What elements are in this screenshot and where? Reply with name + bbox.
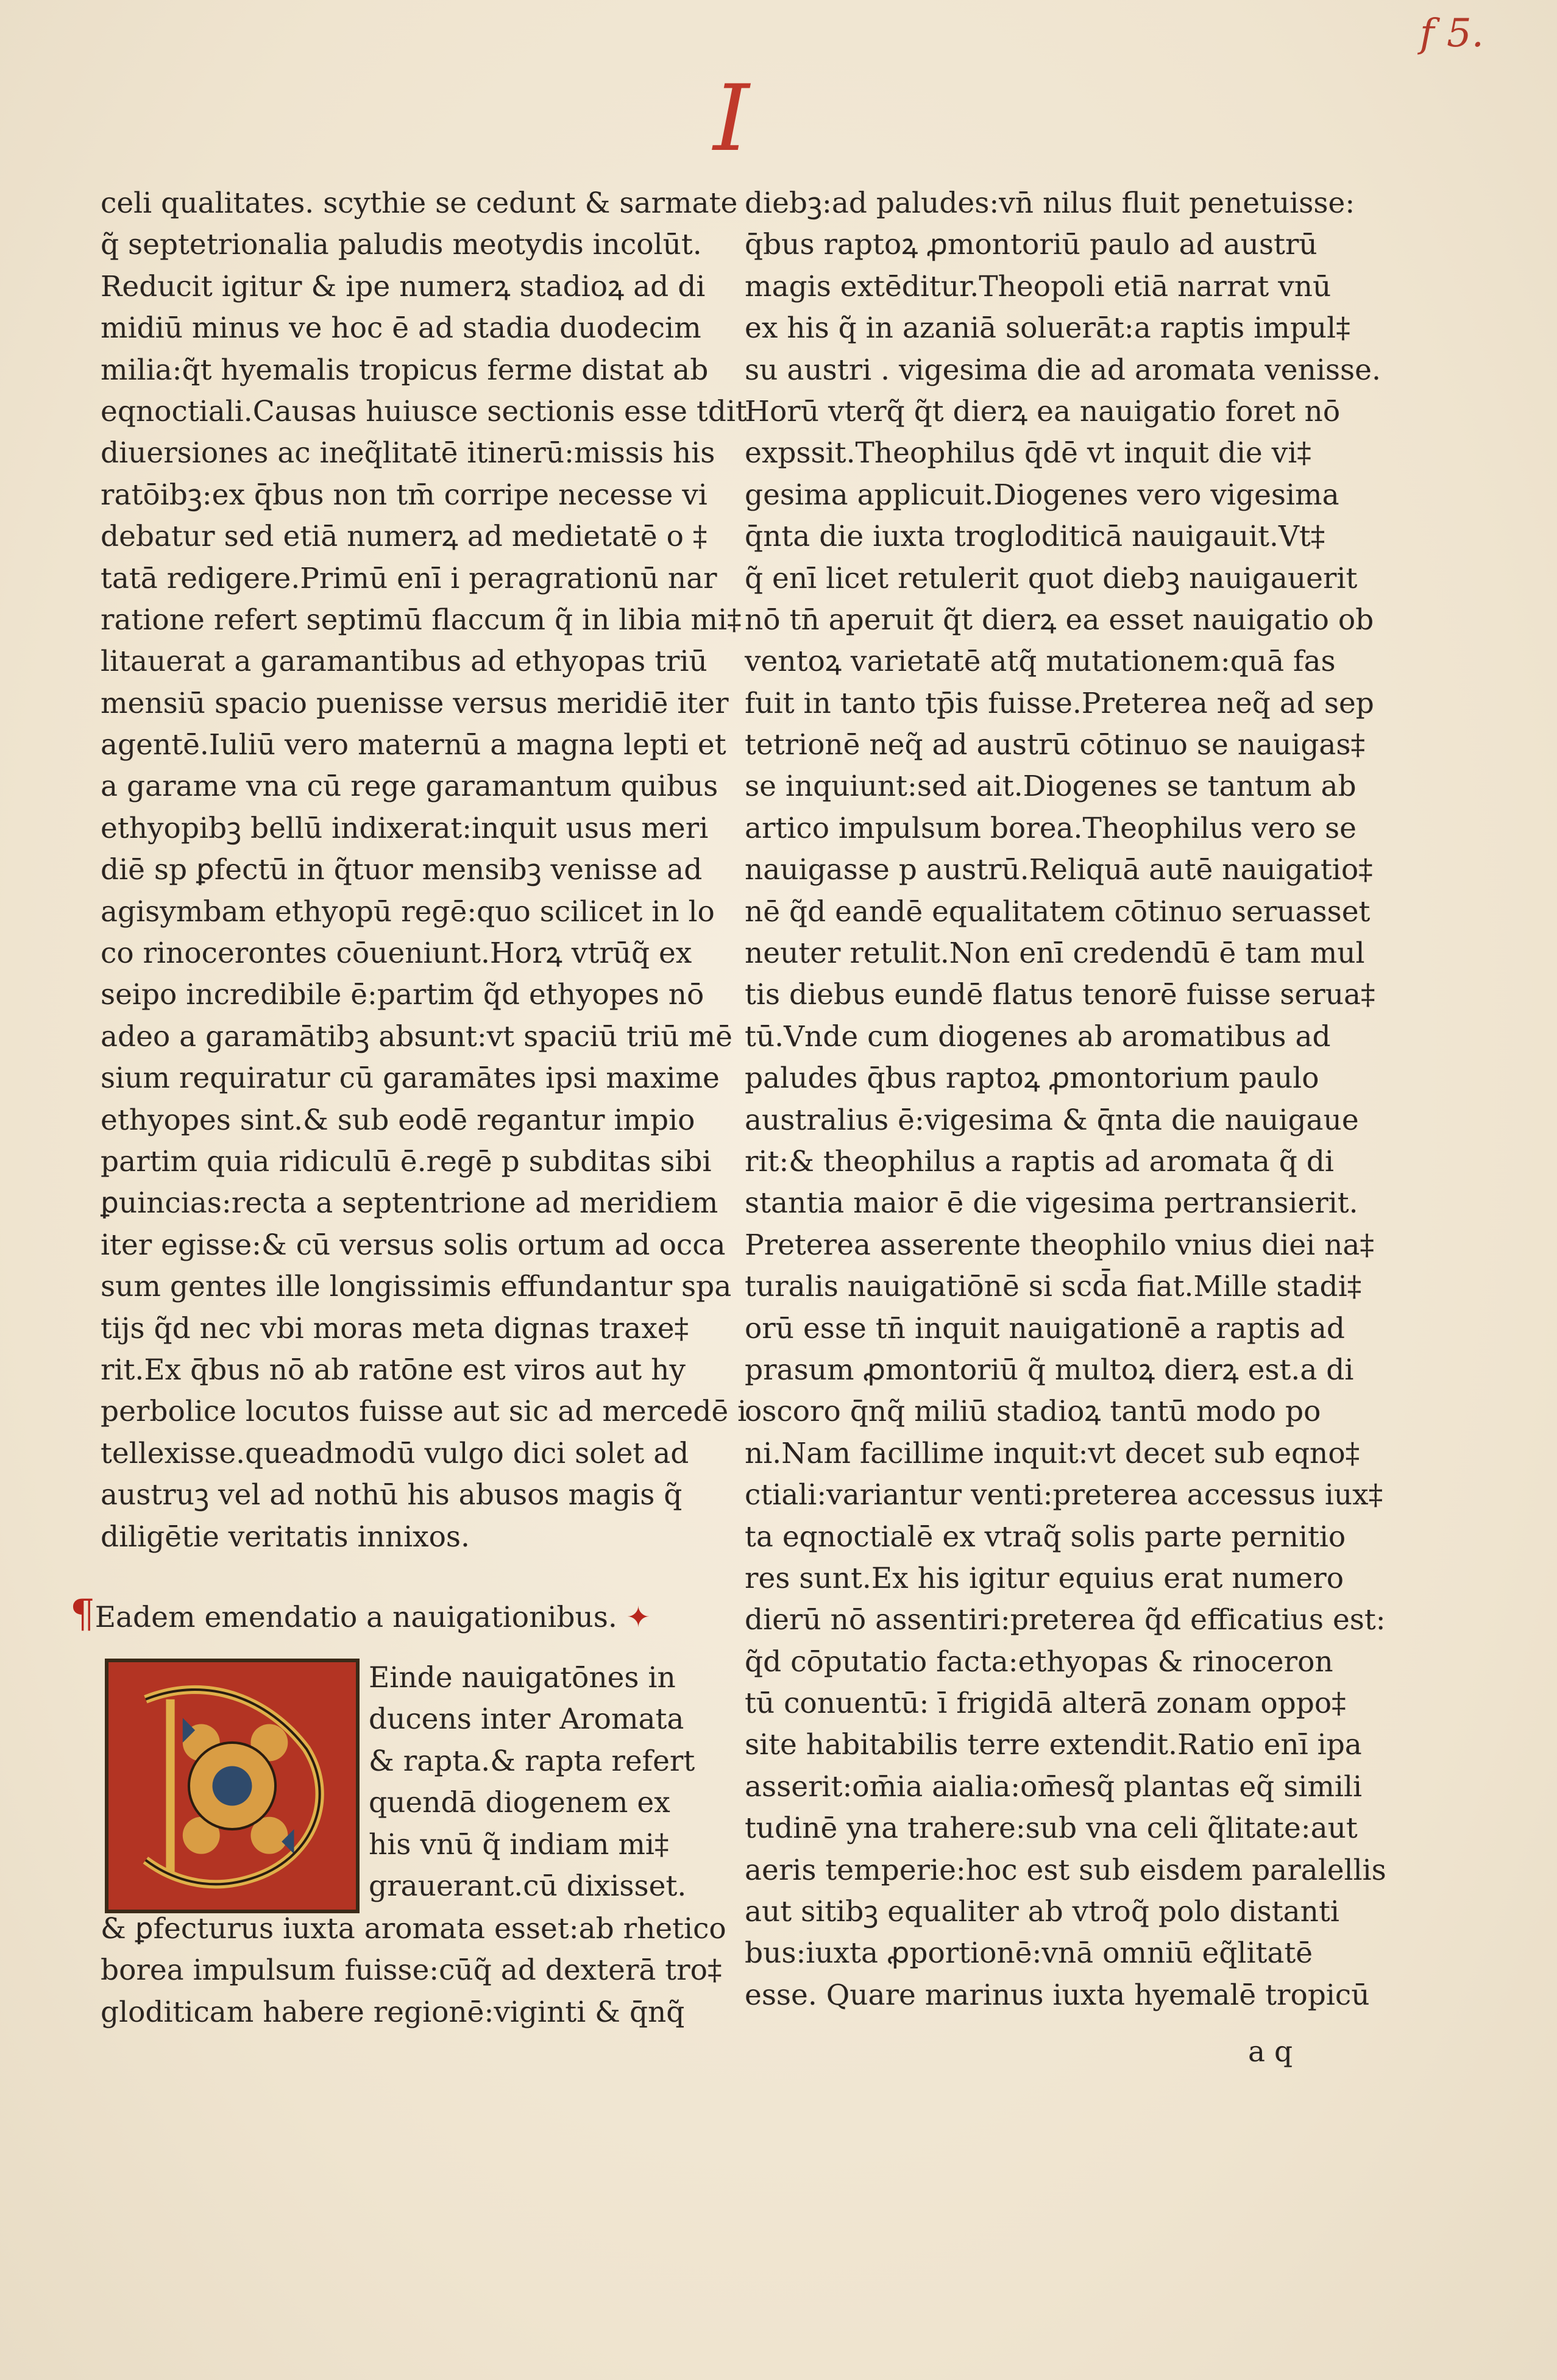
text-line: tudinē yna trahere:sub vna celi q̃litate:aut — [745, 1812, 1358, 1846]
text-line: rit:& theophilus a raptis ad aromata q̃ di — [745, 1144, 1334, 1178]
text-line: site habitabilis terre extendit.Ratio enī ipa — [745, 1728, 1362, 1762]
text-line: su austri . vigesima die ad aromata venisse. — [745, 353, 1381, 387]
text-line: sium requiratur cū garamātes ipsi maxime — [101, 1061, 720, 1096]
text-line: Einde nauigatōnes in — [369, 1661, 676, 1695]
text-line: diuersiones ac ineq̃litatē itinerū:missis his — [101, 436, 715, 470]
text-line: paludes q̄bus raptoꝝ ꝓmontorium paulo — [745, 1061, 1319, 1096]
text-line: mensiū spacio puenisse versus meridiē iter — [101, 686, 729, 720]
corner-note: f 5. — [1419, 11, 1484, 56]
text-line: celi qualitates. scythie se cedunt & sarmate — [101, 186, 738, 220]
text-line: perbolice locutos fuisse aut sic ad mercedē i — [101, 1395, 747, 1429]
right-column — [745, 183, 1386, 2016]
text-line: nē q̃d eandē equalitatem cōtinuo seruasset — [745, 894, 1371, 929]
section-heading — [70, 1593, 650, 1638]
section-heading-text: Eadem emendatio a nauigationibus. — [94, 1601, 617, 1634]
text-line: iter egisse:& cū versus solis ortum ad occa — [101, 1228, 726, 1262]
text-line: quendā diogenem ex — [369, 1786, 670, 1820]
text-line: aeris temperie:hoc est sub eisdem paralellis — [745, 1853, 1386, 1887]
text-line: esse. Quare marinus iuxta hyemalē tropicū — [745, 1978, 1370, 2012]
catchword: a q — [1248, 2035, 1293, 2069]
after-initial-text — [101, 1908, 726, 2033]
folio-letter: I — [713, 66, 750, 172]
text-line: nō tn̄ aperuit q̃t dierꝝ ea esset nauigatio ob — [745, 603, 1374, 637]
text-line: debatur sed etiā numerꝝ ad medietatē o ‡ — [101, 520, 708, 554]
text-line: partim quia ridiculū ē.regē p subditas sibi — [101, 1144, 712, 1178]
initial-ornament-icon — [108, 1662, 356, 1910]
text-line: turalis nauigatiōnē si scd̄a fiat.Mille stadi‡ — [745, 1270, 1362, 1304]
text-line: grauerant.cū dixisset. — [369, 1869, 687, 1903]
text-line: gesima applicuit.Diogenes vero vigesima — [745, 478, 1339, 512]
text-line: stantia maior ē die vigesima pertransierit. — [745, 1186, 1358, 1220]
text-line: tū conuentū: ī frigidā alterā zonam oppo‡ — [745, 1687, 1346, 1721]
text-line: ratione refert septimū flaccum q̃ in libia mi‡ — [101, 603, 742, 637]
text-line: a garame vna cū rege garamantum quibus — [101, 770, 718, 804]
text-line: neuter retulit.Non enī credendū ē tam mul — [745, 937, 1365, 971]
text-line: midiū minus ve hoc ē ad stadia duodecim — [101, 311, 701, 345]
rubric-mark-icon: ✦ — [617, 1601, 651, 1634]
text-line: his vnū q̃ indiam mi‡ — [369, 1827, 669, 1861]
text-line: australius ē:vigesima & q̄nta die nauigaue — [745, 1103, 1359, 1137]
text-line: tetrionē neq̃ ad austrū cōtinuo se nauigas‡ — [745, 728, 1366, 762]
text-line: ratōibꝫ:ex q̄bus non tm̄ corripe necesse vi — [101, 478, 708, 512]
text-line: & rapta.& rapta refert — [369, 1744, 695, 1778]
text-line: ctiali:variantur venti:preterea accessus iux‡ — [745, 1478, 1383, 1512]
text-line: aut sitibꝫ equaliter ab vtroq̃ polo distanti — [745, 1895, 1339, 1929]
text-line: prasum ꝓmontoriū q̃ multoꝝ dierꝝ est.a di — [745, 1353, 1354, 1387]
illuminated-initial-d-icon — [105, 1659, 360, 1913]
text-line: rit.Ex q̄bus nō ab ratōne est viros aut hy — [101, 1353, 686, 1387]
text-line: agisymbam ethyopū regē:quo scilicet in lo — [101, 894, 715, 929]
text-line: ni.Nam facillime inquit:vt decet sub eqno‡ — [745, 1436, 1360, 1470]
text-line: diebꝫ:ad paludes:vn̄ nilus fluit penetuisse: — [745, 186, 1355, 220]
text-line: austruꝫ vel ad nothū his abusos magis q̃ — [101, 1478, 683, 1512]
text-line: dierū nō assentiri:preterea q̃d efficatius est: — [745, 1603, 1386, 1637]
text-line: tis diebus eundē flatus tenorē fuisse serua‡ — [745, 978, 1375, 1012]
text-line: ta eqnoctialē ex vtraq̃ solis parte pernitio — [745, 1520, 1346, 1554]
text-line: & ꝑfecturus iuxta aromata esset:ab rhetico — [101, 1912, 726, 1946]
text-line: Horū vterq̃ q̃t dierꝝ ea nauigatio foret nō — [745, 394, 1341, 428]
text-line: sum gentes ille longissimis effundantur spa — [101, 1270, 732, 1304]
text-line: eqnoctiali.Causas huiusce sectionis esse tdit — [101, 394, 747, 428]
text-line: q̃d cōputatio facta:ethyopas & rinoceron — [745, 1645, 1333, 1679]
text-line: diē sp ꝑfectū in q̃tuor mensibꝫ venisse ad — [101, 853, 703, 887]
text-line: seipo incredibile ē:partim q̃d ethyopes nō — [101, 978, 704, 1012]
text-line: ex his q̃ in azaniā soluerāt:a raptis impul‡ — [745, 311, 1350, 345]
text-line: magis extēditur.Theopoli etiā narrat vnū — [745, 269, 1332, 303]
text-line: res sunt.Ex his igitur equius erat numero — [745, 1561, 1344, 1595]
text-line: tū.Vnde cum diogenes ab aromatibus ad — [745, 1019, 1331, 1054]
text-line: co rinocerontes cōueniunt.Horꝝ vtrūq̃ ex — [101, 937, 692, 971]
text-line: ethyopibꝫ bellū indixerat:inquit usus meri — [101, 811, 709, 845]
text-line: bus:iuxta ꝓportionē:vnā omniū eq̃litatē — [745, 1936, 1313, 1971]
text-line: ducens inter Aromata — [369, 1702, 684, 1737]
text-line: asserit:om̄ia aialia:om̄esq̃ plantas eq̃ simili — [745, 1769, 1363, 1804]
text-line: Preterea asserente theophilo vnius diei na‡ — [745, 1228, 1374, 1262]
text-line: orū esse tn̄ inquit nauigationē a raptis ad — [745, 1311, 1345, 1345]
text-line: fuit in tanto tp̄is fuisse.Preterea neq̃ ad sep — [745, 686, 1374, 720]
text-line: adeo a garamātibꝫ absunt:vt spaciū triū mē — [101, 1019, 732, 1054]
text-line: gloditicam habere regionē:viginti & q̄nq̃ — [101, 1995, 685, 2029]
text-line: tijs q̃d nec vbi moras meta dignas traxe‡ — [101, 1311, 689, 1345]
text-line: tatā redigere.Primū enī i peragrationū nar — [101, 561, 717, 595]
text-line: artico impulsum borea.Theophilus vero se — [745, 811, 1357, 845]
text-line: expssit.Theophilus q̄dē vt inquit die vi‡ — [745, 436, 1311, 470]
text-line: q̄nta die iuxta trogloditicā nauigauit.Vt‡ — [745, 520, 1325, 554]
text-line: litauerat a garamantibus ad ethyopas triū — [101, 645, 708, 679]
text-line: tellexisse.queadmodū vulgo dici solet ad — [101, 1436, 689, 1470]
left-column — [101, 183, 747, 1558]
text-line: agentē.Iuliū vero maternū a magna lepti et — [101, 728, 726, 762]
text-line: oscoro q̄nq̃ miliū stadioꝝ tantū modo po — [745, 1395, 1321, 1429]
text-line: Reducit igitur & ipe numerꝝ stadioꝝ ad di — [101, 269, 706, 303]
text-line: borea impulsum fuisse:cūq̃ ad dexterā tro‡ — [101, 1953, 722, 1988]
initial-side-text — [369, 1657, 695, 1907]
text-line: nauigasse p austrū.Reliquā autē nauigatio‡ — [745, 853, 1373, 887]
text-line: milia:q̃t hyemalis tropicus ferme distat ab — [101, 353, 709, 387]
text-line: ethyopes sint.& sub eodē regantur impio — [101, 1103, 695, 1137]
text-line: ꝑuincias:recta a septentrione ad meridiem — [101, 1186, 718, 1220]
text-line: diligētie veritatis innixos. — [101, 1520, 470, 1554]
text-line: ventoꝝ varietatē atq̃ mutationem:quā fas — [745, 645, 1336, 679]
text-line: se inquiunt:sed ait.Diogenes se tantum ab — [745, 770, 1357, 804]
text-line: q̄bus raptoꝝ ꝓmontoriū paulo ad austrū — [745, 228, 1318, 262]
text-line: q̃ septetrionalia paludis meotydis incolūt. — [101, 228, 702, 262]
text-line: q̃ enī licet retulerit quot diebꝫ nauigauerit — [745, 561, 1358, 595]
pilcrow-icon: ¶ — [70, 1592, 95, 1637]
